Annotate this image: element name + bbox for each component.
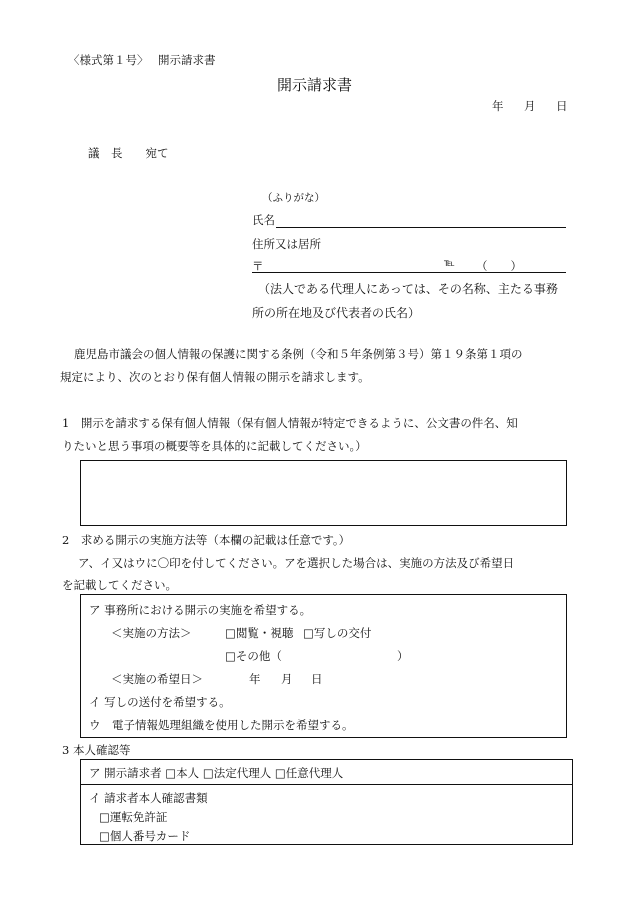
- drivers-license-checkbox[interactable]: □運転免許証: [99, 810, 168, 824]
- name-label: 氏名: [252, 213, 275, 227]
- date-day-label: 日: [556, 99, 568, 113]
- furigana-label: （ふりがな）: [262, 192, 325, 204]
- identity-box-divider: [81, 784, 572, 785]
- section2-instruction-line1: ア、イ又はウに〇印を付してください。アを選択した場合は、実施の方法及び希望日: [78, 556, 515, 570]
- method-other-checkbox[interactable]: □その他（: [225, 649, 282, 663]
- page-title: 開示請求書: [277, 76, 353, 94]
- name-field-line[interactable]: [276, 227, 566, 228]
- form-name: 開示請求書: [158, 53, 216, 67]
- method-copy-checkbox[interactable]: □写しの交付: [303, 626, 372, 640]
- postal-mark: 〒: [252, 259, 264, 273]
- tel-mark: ℡: [444, 258, 455, 269]
- my-number-card-checkbox[interactable]: □個人番号カード: [99, 829, 191, 843]
- date-year-label: 年: [492, 99, 504, 113]
- preferred-date-month: 月: [281, 672, 293, 686]
- date-month-label: 月: [524, 99, 536, 113]
- corporate-note-line2: 所の所在地及び代表者の氏名）: [252, 306, 421, 320]
- form-number: 〈様式第１号〉: [68, 53, 149, 67]
- option-a-office[interactable]: ア 事務所における開示の実施を希望する。: [89, 603, 312, 617]
- tel-parens: （ ）: [476, 259, 522, 273]
- section2-heading: 2 求める開示の実施方法等（本欄の記載は任意です。）: [62, 533, 351, 547]
- preferred-date-year: 年: [249, 672, 261, 686]
- section1-line2: りたいと思う事項の概要等を具体的に記載してください。）: [62, 439, 367, 453]
- identity-check-box: [80, 759, 573, 845]
- corporate-note-line1: （法人である代理人にあっては、その名称、主たる事務: [258, 282, 558, 296]
- method-other-close: ）: [397, 649, 409, 663]
- method-label: ＜実施の方法＞: [111, 626, 192, 640]
- option-i-mail[interactable]: イ 写しの送付を希望する。: [89, 695, 231, 709]
- intro-line2: 規定により、次のとおり保有個人情報の開示を請求します。: [60, 370, 370, 384]
- address-label: 住所又は居所: [252, 237, 321, 251]
- section2-instruction-line2: を記載してください。: [62, 578, 177, 592]
- preferred-date-label: ＜実施の希望日＞: [111, 672, 203, 686]
- method-view-checkbox[interactable]: □閲覧・視聴: [225, 626, 294, 640]
- preferred-date-day: 日: [311, 672, 323, 686]
- address-field-line[interactable]: [252, 272, 566, 273]
- requester-type-row[interactable]: ア 開示請求者 □本人 □法定代理人 □任意代理人: [89, 766, 344, 780]
- intro-line1: 鹿児島市議会の個人情報の保護に関する条例（令和５年条例第３号）第１９条第１項の: [74, 347, 523, 361]
- section3-heading: 3 本人確認等: [62, 743, 131, 757]
- option-u-electronic[interactable]: ウ 電子情報処理組織を使用した開示を希望する。: [89, 718, 354, 732]
- addressee: 議 長 宛て: [88, 146, 169, 160]
- disclosure-method-box: [80, 594, 567, 738]
- id-documents-label: イ 請求者本人確認書類: [89, 791, 208, 805]
- section1-line1: 1 開示を請求する保有個人情報（保有個人情報が特定できるように、公文書の件名、知: [62, 416, 518, 430]
- requested-info-box[interactable]: [80, 460, 567, 526]
